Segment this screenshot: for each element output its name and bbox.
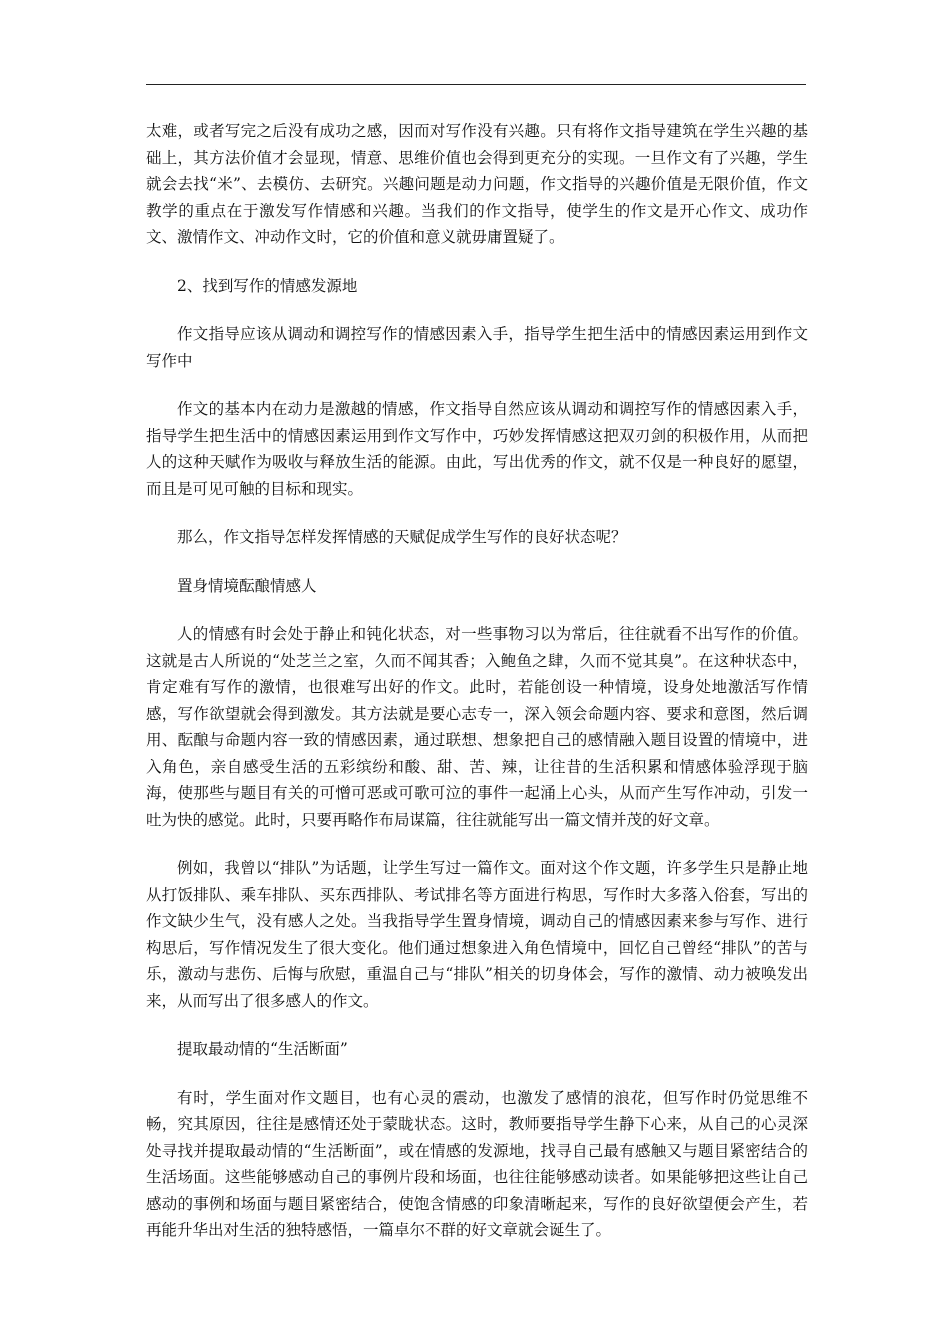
subheading-life-section: 提取最动情的“生活断面” [177, 1040, 348, 1058]
paragraph-body: 作文的基本内在动力是激越的情感，作文指导自然应该从调动和调控写作的情感因素入手，指导学生把生活中的情感因素运用到作文写作中，巧妙发挥情感这把双刃剑的积极作用，从而把人的这种天赋作为吸收与释放生活的能源。由此，写出优秀的作文，就不仅是一种良好的愿望，而且是可见可触的目标和现实。 [146, 400, 808, 498]
paragraph-example: 例如，我曾以“排队”为话题，让学生写过一篇作文。面对这个作文题，许多学生只是静止地从打饭排队、乘车排队、买东西排队、考试排名等方面进行构思，写作时大多落入俗套，写出的作文缺少生气，没有感人之处。当我指导学生置身情境，调动自己的情感因素来参与写作、进行构思后，写作情况发生了很大变化。他们通过想象进入角色情境中，回忆自己曾经“排队”的苦与乐，激动与悲伤、后悔与欣慰，重温自己与“排队”相关的切身体会，写作的激情、动力被唤发出来，从而写出了很多感人的作文。 [146, 859, 808, 1010]
paragraph-lead: 作文指导应该从调动和调控写作的情感因素入手，指导学生把生活中的情感因素运用到作文写作中 [146, 325, 808, 370]
paragraph-body: 人的情感有时会处于静止和钝化状态，对一些事物习以为常后，往往就看不出写作的价值。这就是古人所说的“处芝兰之室，久而不闻其香；入鲍鱼之肆，久而不觉其臭”。在这种状态中，肯定难有写作的激情，也很难写出好的作文。此时，若能创设一种情境，设身处地激活写作情感，写作欲望就会得到激发。其方法就是要心志专一，深入领会命题内容、要求和意图，然后调用、酝酿与命题内容一致的情感因素，通过联想、想象把自己的感情融入题目设置的情境中，进入角色，亲自感受生活的五彩缤纷和酸、甜、苦、辣，让往昔的生活积累和情感体验浮现于脑海，使那些与题目有关的可憎可恶或可歌可泣的事件一起涌上心头，从而产生写作冲动，引发一吐为快的感觉。此时，只要再略作布局谋篇，往往就能写出一篇文情并茂的好文章。 [146, 625, 808, 829]
section-heading-2: 2、找到写作的情感发源地 [177, 276, 358, 295]
paragraph-continuation: 太难，或者写完之后没有成功之感，因而对写作没有兴趣。只有将作文指导建筑在学生兴趣的基础上，其方法价值才会显现，情意、思维价值也会得到更充分的实现。一旦作文有了兴趣，学生就会去找“米”、去模仿、去研究。兴趣问题是动力问题，作文指导的兴趣价值是无限价值，作文教学的重点在于激发写作情感和兴趣。当我们的作文指导，使学生的作文是开心作文、成功作文、激情作文、冲动作文时，它的价值和意义就毋庸置疑了。 [146, 122, 808, 246]
document-body [146, 118, 808, 1266]
paragraph-body: 有时，学生面对作文题目，也有心灵的震动，也激发了感情的浪花，但写作时仍觉思维不畅，究其原因，往往是感情还处于蒙眬状态。这时，教师要指导学生静下心来，从自己的心灵深处寻找并提取最动情的“生活断面”，或在情感的发源地，找寻自己最有感触又与题目紧密结合的生活场面。这些能够感动自己的事例片段和场面，也往往能够感动读者。如果能够把这些让自己感动的事例和场面与题目紧密结合，使饱含情感的印象清晰起来，写作的良好欲望便会产生，若再能升华出对生活的独特感悟，一篇卓尔不群的好文章就会诞生了。 [146, 1088, 808, 1239]
paragraph-question: 那么，作文指导怎样发挥情感的天赋促成学生写作的良好状态呢？ [177, 528, 627, 546]
subheading-situation: 置身情境酝酿情感人 [177, 576, 317, 595]
header-rule [146, 84, 806, 85]
